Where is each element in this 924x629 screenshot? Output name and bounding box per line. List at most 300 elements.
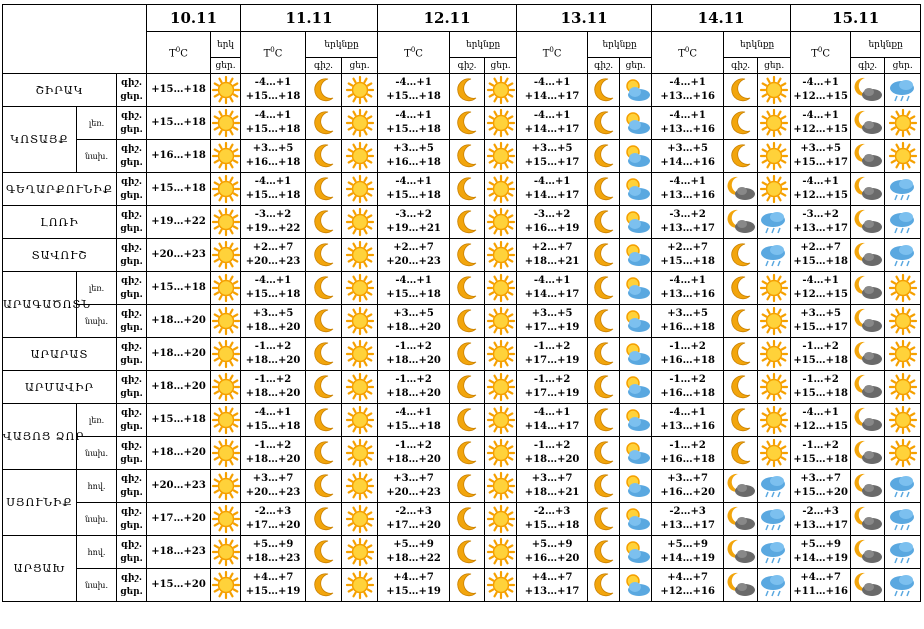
moon-cloud-icon bbox=[851, 140, 885, 173]
date-header: 11.11 bbox=[241, 5, 378, 32]
moon-icon bbox=[588, 338, 620, 371]
temperature-value: -1…+2 +15…+18 bbox=[791, 371, 851, 404]
night-day-label: գիշ. ցեր. bbox=[117, 536, 147, 569]
moon-cloud-icon bbox=[724, 536, 758, 569]
moon-icon bbox=[588, 173, 620, 206]
moon-icon bbox=[724, 272, 758, 305]
table-row bbox=[3, 338, 921, 371]
sun-icon bbox=[758, 404, 791, 437]
moon-cloud-icon bbox=[851, 206, 885, 239]
day-subheader: ցեր. bbox=[620, 58, 652, 74]
temperature-value: -1…+2 +18…+20 bbox=[378, 338, 450, 371]
cloud-icon bbox=[758, 239, 791, 272]
sun-icon bbox=[485, 536, 517, 569]
cloud-icon bbox=[758, 470, 791, 503]
moon-icon bbox=[724, 305, 758, 338]
temperature-value: -1…+2 +18…+20 bbox=[241, 437, 306, 470]
moon-icon bbox=[450, 371, 485, 404]
moon-icon bbox=[588, 536, 620, 569]
temperature-value: -4…+1 +13…+16 bbox=[652, 107, 724, 140]
temperature-value: -4…+1 +12…+15 bbox=[791, 74, 851, 107]
moon-icon bbox=[450, 173, 485, 206]
temperature-value: -4…+1 +13…+16 bbox=[652, 404, 724, 437]
table-row bbox=[3, 536, 921, 569]
sun-icon bbox=[885, 338, 921, 371]
table-row bbox=[3, 272, 921, 305]
sun-icon bbox=[885, 404, 921, 437]
moon-cloud-icon bbox=[851, 404, 885, 437]
temperature-value: +17…+20 bbox=[147, 503, 211, 536]
temperature-value: -1…+2 +17…+19 bbox=[517, 338, 588, 371]
moon-icon bbox=[724, 107, 758, 140]
sun-icon bbox=[211, 371, 241, 404]
night-day-label: գիշ. ցեր. bbox=[117, 503, 147, 536]
sun-icon bbox=[211, 107, 241, 140]
night-day-label: գիշ. ցեր. bbox=[117, 437, 147, 470]
temperature-value: +18…+20 bbox=[147, 338, 211, 371]
moon-icon bbox=[306, 239, 342, 272]
temperature-value: +3…+7 +20…+23 bbox=[241, 470, 306, 503]
sky-header: երկնքը bbox=[851, 32, 921, 58]
temperature-value: +16…+18 bbox=[147, 140, 211, 173]
temperature-value: -4…+1 +15…+18 bbox=[241, 74, 306, 107]
moon-cloud-icon bbox=[851, 470, 885, 503]
temperature-value: +4…+7 +13…+17 bbox=[517, 569, 588, 602]
cloud-icon bbox=[885, 470, 921, 503]
temperature-value: +19…+22 bbox=[147, 206, 211, 239]
temperature-value: +5…+9 +14…+19 bbox=[791, 536, 851, 569]
temperature-value: -2…+3 +17…+20 bbox=[241, 503, 306, 536]
moon-cloud-icon bbox=[851, 371, 885, 404]
sun-icon bbox=[342, 140, 378, 173]
sun-icon bbox=[211, 536, 241, 569]
moon-icon bbox=[306, 470, 342, 503]
temperature-value: -4…+1 +14…+17 bbox=[517, 107, 588, 140]
night-day-label: գիշ. ցեր. bbox=[117, 338, 147, 371]
moon-icon bbox=[450, 437, 485, 470]
temperature-value: -4…+1 +15…+18 bbox=[241, 107, 306, 140]
temperature-value: +2…+7 +20…+23 bbox=[378, 239, 450, 272]
moon-cloud-icon bbox=[724, 206, 758, 239]
subregion-label: լեռ. bbox=[77, 107, 117, 140]
night-day-label: գիշ. ցեր. bbox=[117, 239, 147, 272]
cloud-icon bbox=[758, 536, 791, 569]
temperature-value: -2…+3 +13…+17 bbox=[791, 503, 851, 536]
moon-icon bbox=[724, 338, 758, 371]
table-row bbox=[3, 74, 921, 107]
temperature-value: +3…+5 +16…+18 bbox=[378, 140, 450, 173]
moon-icon bbox=[724, 74, 758, 107]
region-name: ՇԻՐԱԿ bbox=[3, 74, 117, 107]
temperature-value: -3…+2 +16…+19 bbox=[517, 206, 588, 239]
table-row bbox=[3, 371, 921, 404]
sun-icon bbox=[211, 404, 241, 437]
sun-icon bbox=[885, 107, 921, 140]
night-day-label: գիշ. ցեր. bbox=[117, 470, 147, 503]
moon-icon bbox=[588, 371, 620, 404]
moon-cloud-icon bbox=[851, 437, 885, 470]
sun-icon bbox=[342, 272, 378, 305]
temperature-value: +4…+7 +11…+16 bbox=[791, 569, 851, 602]
moon-cloud-icon bbox=[724, 470, 758, 503]
temperature-value: +15…+18 bbox=[147, 272, 211, 305]
sun-icon bbox=[211, 569, 241, 602]
subregion-label: լեռ. bbox=[77, 404, 117, 437]
temperature-value: -4…+1 +15…+18 bbox=[241, 404, 306, 437]
sun-icon bbox=[211, 272, 241, 305]
moon-icon bbox=[306, 206, 342, 239]
sun-icon bbox=[758, 107, 791, 140]
night-day-label: գիշ. ցեր. bbox=[117, 404, 147, 437]
temperature-value: -4…+1 +12…+15 bbox=[791, 272, 851, 305]
moon-cloud-icon bbox=[851, 338, 885, 371]
temperature-value: +4…+7 +12…+16 bbox=[652, 569, 724, 602]
sun-cloud-icon bbox=[620, 404, 652, 437]
temperature-value: +5…+9 +18…+23 bbox=[241, 536, 306, 569]
moon-cloud-icon bbox=[851, 74, 885, 107]
moon-cloud-icon bbox=[724, 569, 758, 602]
moon-icon bbox=[450, 239, 485, 272]
region-name: ՍՅՈՒՆԻՔ bbox=[3, 470, 77, 536]
moon-icon bbox=[450, 470, 485, 503]
moon-cloud-icon bbox=[851, 107, 885, 140]
sun-icon bbox=[485, 140, 517, 173]
table-row bbox=[3, 305, 921, 338]
moon-icon bbox=[450, 305, 485, 338]
temperature-value: -2…+3 +13…+17 bbox=[652, 503, 724, 536]
cloud-icon bbox=[758, 503, 791, 536]
night-subheader: գիշ. bbox=[588, 58, 620, 74]
temperature-value: +3…+5 +15…+17 bbox=[517, 140, 588, 173]
moon-icon bbox=[306, 305, 342, 338]
sun-cloud-icon bbox=[620, 206, 652, 239]
sun-icon bbox=[211, 74, 241, 107]
sun-icon bbox=[485, 569, 517, 602]
sun-icon bbox=[342, 404, 378, 437]
temperature-value: -1…+2 +16…+18 bbox=[652, 437, 724, 470]
table-row bbox=[3, 140, 921, 173]
temperature-value: -4…+1 +13…+16 bbox=[652, 74, 724, 107]
sun-icon bbox=[342, 470, 378, 503]
moon-icon bbox=[450, 404, 485, 437]
sun-cloud-icon bbox=[620, 437, 652, 470]
temperature-value: +3…+7 +18…+21 bbox=[517, 470, 588, 503]
subregion-label: նախ. bbox=[77, 305, 117, 338]
sky-header: երկ bbox=[211, 32, 241, 58]
cloud-icon bbox=[885, 536, 921, 569]
sun-icon bbox=[485, 338, 517, 371]
table-row bbox=[3, 569, 921, 602]
night-day-label: գիշ. ցեր. bbox=[117, 107, 147, 140]
sun-icon bbox=[485, 305, 517, 338]
temperature-value: -1…+2 +16…+18 bbox=[652, 338, 724, 371]
region-name: ԳԵՂԱՐՔՈՒՆԻՔ bbox=[3, 173, 117, 206]
temperature-value: -4…+1 +14…+17 bbox=[517, 404, 588, 437]
moon-icon bbox=[588, 569, 620, 602]
moon-icon bbox=[450, 206, 485, 239]
temperature-value: +3…+5 +18…+20 bbox=[241, 305, 306, 338]
sun-icon bbox=[885, 371, 921, 404]
temperature-value: +18…+20 bbox=[147, 371, 211, 404]
temperature-value: +3…+5 +16…+18 bbox=[652, 305, 724, 338]
night-day-label: գիշ. ցեր. bbox=[117, 305, 147, 338]
temperature-value: +20…+23 bbox=[147, 470, 211, 503]
night-day-label: գիշ. ցեր. bbox=[117, 173, 147, 206]
temp-header: $T^0C$ bbox=[378, 32, 450, 74]
temp-header: $T^0C$ bbox=[147, 32, 211, 74]
moon-cloud-icon bbox=[851, 503, 885, 536]
night-day-label: գիշ. ցեր. bbox=[117, 371, 147, 404]
temperature-value: +18…+20 bbox=[147, 437, 211, 470]
temperature-value: -4…+1 +12…+15 bbox=[791, 107, 851, 140]
sun-icon bbox=[342, 239, 378, 272]
sun-cloud-icon bbox=[620, 140, 652, 173]
temperature-value: +3…+7 +16…+20 bbox=[652, 470, 724, 503]
region-name: ԱՐԱՐԱՏ bbox=[3, 338, 117, 371]
moon-icon bbox=[306, 74, 342, 107]
temperature-value: -4…+1 +15…+18 bbox=[378, 74, 450, 107]
temp-header: $T^0C$ bbox=[652, 32, 724, 74]
sun-cloud-icon bbox=[620, 239, 652, 272]
temperature-value: -4…+1 +14…+17 bbox=[517, 74, 588, 107]
region-name: ԱՐԱԳԱԾՈՏՆ bbox=[3, 272, 77, 338]
sun-icon bbox=[211, 470, 241, 503]
moon-icon bbox=[450, 338, 485, 371]
sun-icon bbox=[342, 338, 378, 371]
moon-cloud-icon bbox=[851, 305, 885, 338]
moon-icon bbox=[306, 503, 342, 536]
sun-icon bbox=[758, 173, 791, 206]
temperature-value: -4…+1 +15…+18 bbox=[378, 107, 450, 140]
temperature-value: +5…+9 +18…+22 bbox=[378, 536, 450, 569]
temperature-value: +3…+5 +14…+16 bbox=[652, 140, 724, 173]
temperature-value: +18…+23 bbox=[147, 536, 211, 569]
moon-icon bbox=[450, 569, 485, 602]
temperature-value: -1…+2 +17…+19 bbox=[517, 371, 588, 404]
temp-header: $T^0C$ bbox=[517, 32, 588, 74]
moon-icon bbox=[306, 437, 342, 470]
moon-icon bbox=[588, 503, 620, 536]
sun-icon bbox=[758, 371, 791, 404]
temperature-value: -4…+1 +13…+16 bbox=[652, 173, 724, 206]
temperature-value: +15…+18 bbox=[147, 404, 211, 437]
sun-icon bbox=[485, 371, 517, 404]
sun-cloud-icon bbox=[620, 569, 652, 602]
temperature-value: -4…+1 +15…+18 bbox=[378, 173, 450, 206]
sun-icon bbox=[485, 107, 517, 140]
temperature-value: +4…+7 +15…+19 bbox=[241, 569, 306, 602]
sun-icon bbox=[485, 404, 517, 437]
cloud-icon bbox=[758, 206, 791, 239]
day-subheader: ցեր. bbox=[485, 58, 517, 74]
cloud-icon bbox=[885, 74, 921, 107]
temperature-value: +4…+7 +15…+19 bbox=[378, 569, 450, 602]
sun-cloud-icon bbox=[620, 107, 652, 140]
sun-icon bbox=[342, 107, 378, 140]
table-row bbox=[3, 437, 921, 470]
sun-cloud-icon bbox=[620, 173, 652, 206]
temperature-value: +15…+18 bbox=[147, 74, 211, 107]
sun-icon bbox=[342, 305, 378, 338]
temperature-value: -4…+1 +14…+17 bbox=[517, 272, 588, 305]
sun-icon bbox=[485, 74, 517, 107]
sun-cloud-icon bbox=[620, 74, 652, 107]
table-row bbox=[3, 404, 921, 437]
temperature-value: -4…+1 +13…+16 bbox=[652, 272, 724, 305]
sun-icon bbox=[758, 140, 791, 173]
temperature-value: +3…+5 +17…+19 bbox=[517, 305, 588, 338]
sun-icon bbox=[758, 74, 791, 107]
temperature-value: -1…+2 +18…+20 bbox=[378, 437, 450, 470]
moon-icon bbox=[724, 239, 758, 272]
sun-icon bbox=[211, 206, 241, 239]
moon-icon bbox=[724, 404, 758, 437]
sun-icon bbox=[758, 437, 791, 470]
sun-icon bbox=[342, 74, 378, 107]
table-row bbox=[3, 206, 921, 239]
moon-icon bbox=[588, 140, 620, 173]
sun-icon bbox=[485, 437, 517, 470]
table-row bbox=[3, 239, 921, 272]
temperature-value: -4…+1 +15…+18 bbox=[241, 173, 306, 206]
moon-icon bbox=[450, 140, 485, 173]
night-day-label: գիշ. ցեր. bbox=[117, 569, 147, 602]
moon-icon bbox=[306, 107, 342, 140]
temperature-value: -1…+2 +18…+20 bbox=[241, 338, 306, 371]
temperature-value: -2…+3 +17…+20 bbox=[378, 503, 450, 536]
temperature-value: -1…+2 +18…+20 bbox=[378, 371, 450, 404]
temperature-value: -2…+3 +15…+18 bbox=[517, 503, 588, 536]
moon-icon bbox=[450, 272, 485, 305]
moon-icon bbox=[450, 74, 485, 107]
moon-icon bbox=[588, 404, 620, 437]
night-day-label: գիշ. ցեր. bbox=[117, 206, 147, 239]
sun-cloud-icon bbox=[620, 272, 652, 305]
sun-icon bbox=[342, 206, 378, 239]
moon-icon bbox=[306, 371, 342, 404]
moon-icon bbox=[306, 338, 342, 371]
table-row bbox=[3, 107, 921, 140]
sky-header: երկնքը bbox=[724, 32, 791, 58]
temperature-value: +3…+5 +15…+17 bbox=[791, 140, 851, 173]
moon-icon bbox=[588, 206, 620, 239]
night-day-label: գիշ. ցեր. bbox=[117, 140, 147, 173]
temperature-value: +2…+7 +20…+23 bbox=[241, 239, 306, 272]
moon-icon bbox=[588, 107, 620, 140]
date-header: 12.11 bbox=[378, 5, 517, 32]
table-row bbox=[3, 173, 921, 206]
subregion-label: նախ. bbox=[77, 437, 117, 470]
moon-cloud-icon bbox=[851, 173, 885, 206]
temperature-value: +2…+7 +15…+18 bbox=[652, 239, 724, 272]
moon-icon bbox=[306, 569, 342, 602]
temperature-value: -1…+2 +16…+18 bbox=[652, 371, 724, 404]
moon-cloud-icon bbox=[851, 569, 885, 602]
subregion-label: նախ. bbox=[77, 140, 117, 173]
sun-icon bbox=[211, 239, 241, 272]
sun-icon bbox=[342, 536, 378, 569]
sun-icon bbox=[758, 305, 791, 338]
region-name: ԼՈՌԻ bbox=[3, 206, 117, 239]
moon-icon bbox=[588, 437, 620, 470]
moon-icon bbox=[306, 536, 342, 569]
temp-header: $T^0C$ bbox=[791, 32, 851, 74]
temperature-value: +3…+7 +20…+23 bbox=[378, 470, 450, 503]
subregion-label: նախ. bbox=[77, 503, 117, 536]
region-name: ԱՐՄԱՎԻՐ bbox=[3, 371, 117, 404]
cloud-icon bbox=[758, 569, 791, 602]
header-corner bbox=[3, 5, 147, 74]
night-day-label: գիշ. ցեր. bbox=[117, 74, 147, 107]
temperature-value: -1…+2 +15…+18 bbox=[791, 437, 851, 470]
moon-icon bbox=[306, 272, 342, 305]
moon-icon bbox=[588, 305, 620, 338]
temperature-value: -4…+1 +12…+15 bbox=[791, 404, 851, 437]
cloud-icon bbox=[885, 206, 921, 239]
sun-icon bbox=[211, 173, 241, 206]
subregion-label: լեռ. bbox=[77, 272, 117, 305]
sun-icon bbox=[485, 470, 517, 503]
sun-cloud-icon bbox=[620, 536, 652, 569]
moon-icon bbox=[724, 437, 758, 470]
temperature-value: +2…+7 +15…+18 bbox=[791, 239, 851, 272]
sun-icon bbox=[485, 239, 517, 272]
sky-header: երկնքը bbox=[306, 32, 378, 58]
sun-icon bbox=[758, 272, 791, 305]
subregion-label: հով. bbox=[77, 536, 117, 569]
moon-icon bbox=[306, 140, 342, 173]
sun-icon bbox=[211, 338, 241, 371]
sun-icon bbox=[342, 569, 378, 602]
temperature-value: +15…+20 bbox=[147, 569, 211, 602]
night-subheader: գիշ. bbox=[306, 58, 342, 74]
moon-cloud-icon bbox=[724, 173, 758, 206]
sun-icon bbox=[342, 503, 378, 536]
temperature-value: -1…+2 +18…+20 bbox=[517, 437, 588, 470]
night-day-label: գիշ. ցեր. bbox=[117, 272, 147, 305]
cloud-icon bbox=[885, 503, 921, 536]
sun-cloud-icon bbox=[620, 470, 652, 503]
sun-cloud-icon bbox=[620, 503, 652, 536]
temperature-value: -4…+1 +14…+17 bbox=[517, 173, 588, 206]
temperature-value: +2…+7 +18…+21 bbox=[517, 239, 588, 272]
moon-icon bbox=[724, 371, 758, 404]
moon-icon bbox=[588, 239, 620, 272]
sun-icon bbox=[211, 503, 241, 536]
temperature-value: +3…+5 +15…+17 bbox=[791, 305, 851, 338]
temperature-value: -1…+2 +15…+18 bbox=[791, 338, 851, 371]
temperature-value: -3…+2 +13…+17 bbox=[652, 206, 724, 239]
sun-icon bbox=[485, 272, 517, 305]
night-subheader: գիշ. bbox=[450, 58, 485, 74]
table-row bbox=[3, 503, 921, 536]
sky-header: երկնքը bbox=[588, 32, 652, 58]
sun-cloud-icon bbox=[620, 371, 652, 404]
sun-icon bbox=[885, 305, 921, 338]
sun-icon bbox=[885, 437, 921, 470]
sun-icon bbox=[342, 437, 378, 470]
night-subheader: գիշ. bbox=[724, 58, 758, 74]
sun-icon bbox=[885, 140, 921, 173]
sun-icon bbox=[885, 272, 921, 305]
temperature-value: +3…+5 +18…+20 bbox=[378, 305, 450, 338]
moon-icon bbox=[588, 74, 620, 107]
sky-header: երկնքը bbox=[450, 32, 517, 58]
moon-cloud-icon bbox=[851, 239, 885, 272]
table-row bbox=[3, 470, 921, 503]
cloud-icon bbox=[885, 239, 921, 272]
temperature-value: +3…+5 +16…+18 bbox=[241, 140, 306, 173]
